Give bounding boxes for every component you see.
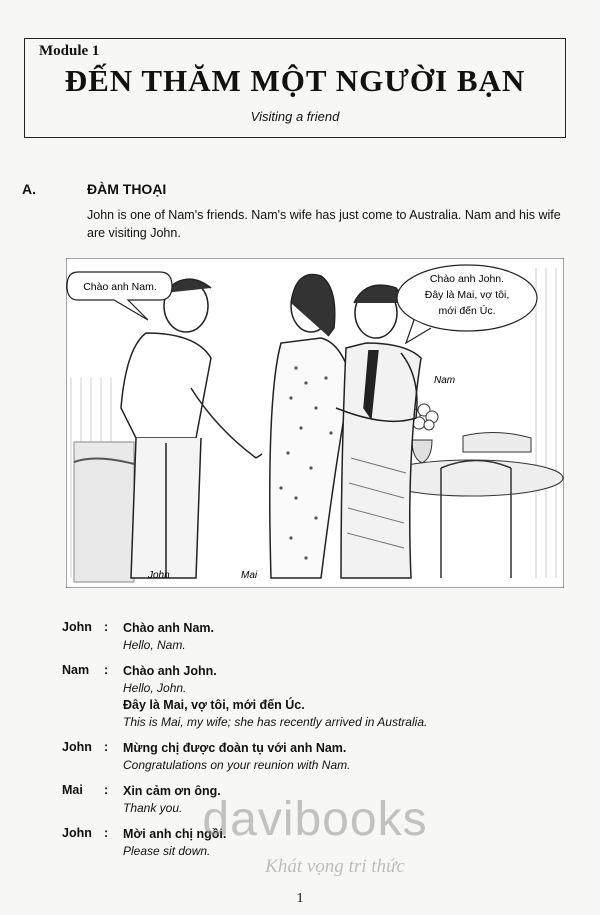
watermark-brand: davibooks <box>202 793 428 846</box>
label-nam: Nam <box>434 375 456 386</box>
speaker-colon: : <box>104 663 109 677</box>
lesson-subtitle: Visiting a friend <box>250 109 340 124</box>
dialogue-line <box>62 620 562 654</box>
vietnamese-line: Xin cảm ơn ông. <box>123 784 221 798</box>
speaker-colon: : <box>104 620 109 634</box>
intro-paragraph: John is one of Nam's friends. Nam's wife has just come to Australia. Nam and his wife are visiting John. <box>87 208 561 240</box>
vietnamese-line: Mừng chị được đoàn tụ với anh Nam. <box>123 741 347 755</box>
label-john: John <box>148 570 170 581</box>
english-translation: This is Mai, my wife; she has recently arrived in Australia. <box>123 715 428 729</box>
watermark-tagline: Khát vọng tri thức <box>265 856 405 877</box>
vietnamese-line: Chào anh John. <box>123 664 217 678</box>
speaker-name: John <box>62 740 92 754</box>
bubble-left-text: Chào anh Nam. <box>83 281 157 293</box>
speaker-name: John <box>62 620 92 634</box>
speaker-name: Mai <box>62 783 83 797</box>
english-translation: Please sit down. <box>123 844 211 858</box>
speaker-name: Nam <box>62 663 90 677</box>
vietnamese-line: Đây là Mai, vợ tôi, mới đến Úc. <box>123 698 305 712</box>
dialogue-illustration <box>66 258 564 588</box>
lesson-title: ĐẾN THĂM MỘT NGƯỜI BẠN <box>64 63 526 98</box>
label-mai: Mai <box>241 570 258 581</box>
bubble-right-line-1: Chào anh John. <box>429 273 505 285</box>
dialogue-line <box>62 663 562 731</box>
bubble-right-line-2: Đây là Mai, vợ tôi, <box>424 289 510 301</box>
page-number: 1 <box>296 891 304 906</box>
vietnamese-line: Chào anh Nam. <box>123 621 214 635</box>
speaker-colon: : <box>104 740 109 754</box>
module-header-box <box>24 38 566 138</box>
section-letter: A. <box>22 181 36 197</box>
english-translation: Thank you. <box>123 801 183 815</box>
speaker-name: John <box>62 826 92 840</box>
vietnamese-line: Mời anh chị ngồi. <box>123 827 227 841</box>
english-translation: Hello, John. <box>123 681 187 695</box>
english-translation: Hello, Nam. <box>123 638 186 652</box>
speaker-colon: : <box>104 826 109 840</box>
dialogue-line <box>62 740 562 774</box>
english-translation: Congratulations on your reunion with Nam. <box>123 758 351 772</box>
bubble-right-line-3: mới đến Úc. <box>438 305 496 317</box>
section-title: ĐÀM THOẠI <box>87 181 167 197</box>
module-label: Module 1 <box>39 43 100 59</box>
speaker-colon: : <box>104 783 109 797</box>
